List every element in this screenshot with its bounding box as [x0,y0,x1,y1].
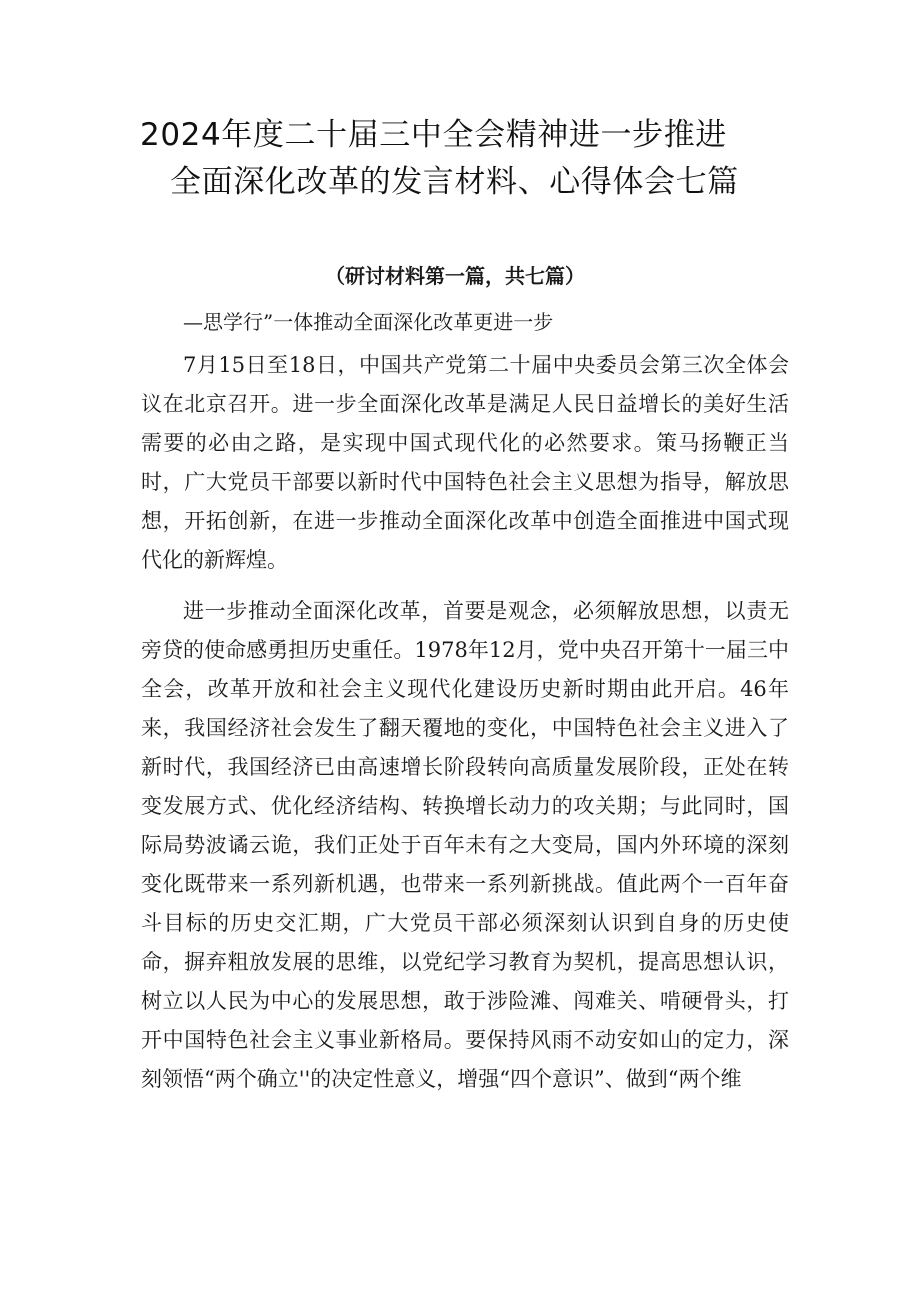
section-heading: —思学行”一体推动全面深化改革更进一步 [183,310,554,334]
document-title-line-2: 全面深化改革的发言材料、心得体会七篇 [170,164,739,200]
document-title [110,112,810,206]
document-body [141,346,789,1099]
document-subtitle: （研讨材料第一篇，共七篇） [325,264,585,288]
document-title-line-1: 2024年度二十届三中全会精神进一步推进 [140,117,727,153]
body-paragraph-2: 进一步推动全面深化改革，首要是观念，必须解放思想，以责无旁贷的使命感勇担历史重任。1978年12月，党中央召开第十一届三中全会，改革开放和社会主义现代化建设历史新时期由此开启。46年来，我国经济社会发生了翻天覆地的变化，中国特色社会主义进入了新时代，我国经济已由高速增长阶段转向高质量发展阶段，正处在转变发展方式、优化经济结构、转换增长动力的攻关期；与此同时，国际局势波谲云诡，我们正处于百年未有之大变局，国内外环境的深刻变化既带来一系列新机遇，也带来一系列新挑战。值此两个一百年奋斗目标的历史交汇期，广大党员干部必须深刻认识到自身的历史使命，摒弃粗放发展的思维，以党纪学习教育为契机，提高思想认识，树立以人民为中心的发展思想，敢于涉险滩、闯难关、啃硬骨头，打开中国特色社会主义事业新格局。要保持风雨不动安如山的定力，深刻领悟“两个确立''的决定性意义，增强“四个意识”、做到“两个维 [141,599,789,1091]
body-paragraph-1: 7月15日至18日，中国共产党第二十届中央委员会第三次全体会议在北京召开。进一步全面深化改革是满足人民日益增长的美好生活需要的必由之路，是实现中国式现代化的必然要求。策马扬鞭正当时，广大党员干部要以新时代中国特色社会主义思想为指导，解放思想，开拓创新，在进一步推动全面深化改革中创造全面推进中国式现代化的新辉煌。 [141,353,789,572]
